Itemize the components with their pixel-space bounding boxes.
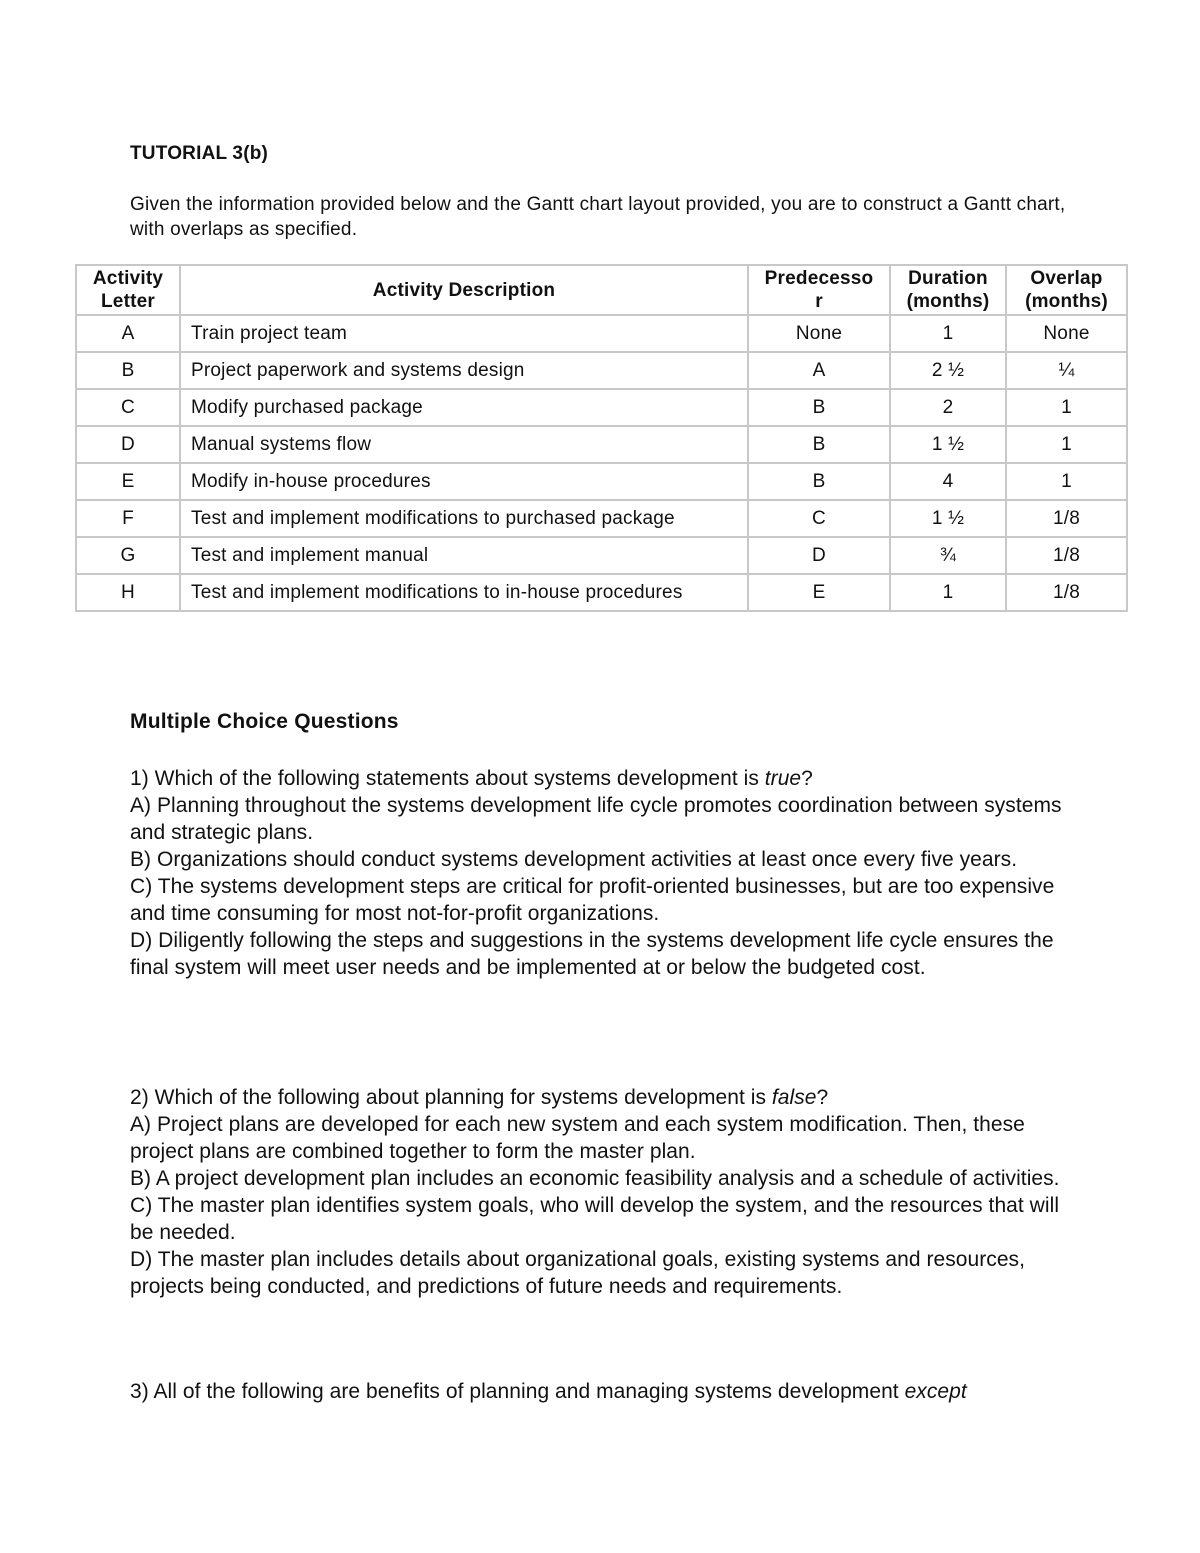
cell-predecessor: A (748, 352, 890, 389)
cell-letter: F (76, 500, 180, 537)
header-activity-letter: Activity Letter (76, 265, 180, 315)
cell-predecessor: D (748, 537, 890, 574)
table-row (76, 315, 1127, 352)
table-row (76, 574, 1127, 611)
cell-duration: 1 (890, 315, 1006, 352)
question-2-option-d: D) The master plan includes details about organizational goals, existing systems and resources, projects being conducted, and predictions of future needs and requirements. (130, 1248, 1025, 1298)
cell-duration: 2 (890, 389, 1006, 426)
question-1-option-d: D) Diligently following the steps and suggestions in the systems development life cycle ensures the final system will meet user needs and be implemented at or below the budgeted cost. (130, 929, 1054, 979)
cell-predecessor: E (748, 574, 890, 611)
cell-letter: G (76, 537, 180, 574)
instructions-paragraph: Given the information provided below and the Gantt chart layout provided, you are to construct a Gantt chart, with overlaps as specified. (130, 194, 1066, 240)
table-row (76, 537, 1127, 574)
header-overlap: Overlap (months) (1006, 265, 1127, 315)
question-1 (130, 765, 1080, 981)
header-predecessor: Predecesso r (748, 265, 890, 315)
cell-description: Modify in-house procedures (180, 463, 748, 500)
tutorial-title: TUTORIAL 3(b) (130, 143, 269, 164)
table-row (76, 389, 1127, 426)
cell-overlap: None (1006, 315, 1127, 352)
cell-predecessor: C (748, 500, 890, 537)
cell-duration: 2 ½ (890, 352, 1006, 389)
cell-overlap: 1/8 (1006, 500, 1127, 537)
table-row (76, 463, 1127, 500)
question-2-stem: 2) Which of the following about planning for systems development is false? (130, 1086, 829, 1109)
cell-overlap: 1/8 (1006, 537, 1127, 574)
cell-overlap: ¼ (1006, 352, 1127, 389)
question-1-option-b: B) Organizations should conduct systems development activities at least once every five years. (130, 848, 1018, 871)
cell-letter: B (76, 352, 180, 389)
cell-overlap: 1/8 (1006, 574, 1127, 611)
cell-duration: ¾ (890, 537, 1006, 574)
question-3-stem: 3) All of the following are benefits of planning and managing systems development except (130, 1380, 967, 1403)
header-activity-description: Activity Description (180, 265, 748, 315)
mcq-heading: Multiple Choice Questions (130, 710, 399, 733)
cell-duration: 1 (890, 574, 1006, 611)
cell-letter: E (76, 463, 180, 500)
cell-overlap: 1 (1006, 463, 1127, 500)
cell-letter: H (76, 574, 180, 611)
question-1-option-c: C) The systems development steps are critical for profit-oriented businesses, but are too expensive and time consuming for most not-for-profit organizations. (130, 875, 1055, 925)
cell-duration: 1 ½ (890, 426, 1006, 463)
question-2-option-c: C) The master plan identifies system goals, who will develop the system, and the resources that will be needed. (130, 1194, 1060, 1244)
question-1-option-a: A) Planning throughout the systems development life cycle promotes coordination between systems and strategic plans. (130, 794, 1062, 844)
header-duration: Duration (months) (890, 265, 1006, 315)
cell-overlap: 1 (1006, 389, 1127, 426)
cell-letter: D (76, 426, 180, 463)
cell-description: Manual systems flow (180, 426, 748, 463)
cell-overlap: 1 (1006, 426, 1127, 463)
question-1-stem: 1) Which of the following statements about systems development is true? (130, 767, 813, 790)
cell-letter: A (76, 315, 180, 352)
question-2-option-b: B) A project development plan includes an economic feasibility analysis and a schedule of activities. (130, 1167, 1060, 1190)
question-2-option-a: A) Project plans are developed for each new system and each system modification. Then, these project plans are combined together to form the master plan. (130, 1113, 1025, 1163)
cell-predecessor: B (748, 463, 890, 500)
cell-description: Modify purchased package (180, 389, 748, 426)
cell-description: Project paperwork and systems design (180, 352, 748, 389)
cell-description: Test and implement modifications to in-house procedures (180, 574, 748, 611)
question-3 (130, 1378, 1080, 1405)
cell-description: Test and implement modifications to purchased package (180, 500, 748, 537)
cell-duration: 4 (890, 463, 1006, 500)
table-row (76, 352, 1127, 389)
cell-predecessor: None (748, 315, 890, 352)
cell-predecessor: B (748, 426, 890, 463)
table-row (76, 426, 1127, 463)
activity-table (75, 264, 1128, 612)
question-2 (130, 1084, 1080, 1300)
cell-description: Train project team (180, 315, 748, 352)
cell-description: Test and implement manual (180, 537, 748, 574)
cell-letter: C (76, 389, 180, 426)
cell-duration: 1 ½ (890, 500, 1006, 537)
table-header-row (76, 265, 1127, 315)
table-row (76, 500, 1127, 537)
cell-predecessor: B (748, 389, 890, 426)
